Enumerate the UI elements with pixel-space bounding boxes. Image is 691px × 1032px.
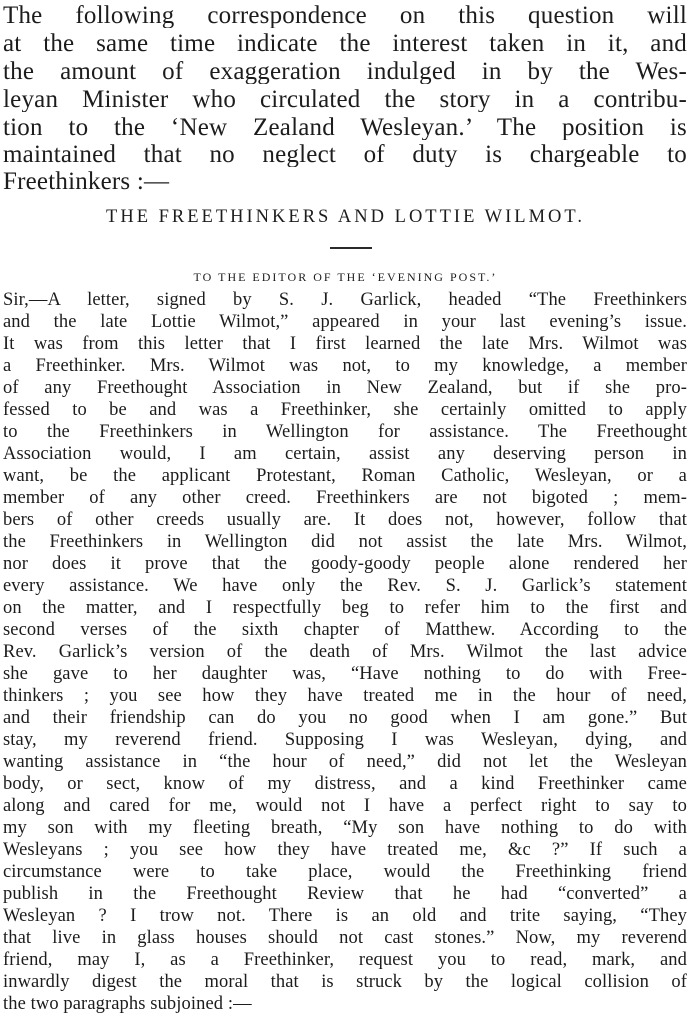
intro-line: the amount of exaggeration indulged in by the Wes- [3,59,687,84]
letter-line: second verses of the sixth chapter of Matthew. According to the [3,621,687,640]
intro-line: maintained that no neglect of duty is chargeable to [3,142,687,167]
letter-line: member of any other creed. Freethinkers are not bigoted ; mem- [3,489,687,508]
letter-line: Rev. Garlick’s version of the death of Mrs. Wilmot the last advice [3,643,687,662]
letter-line: fessed to be and was a Freethinker, she certainly omitted to apply [3,401,687,420]
letter-line: she gave to her daughter was, “Have nothing to do with Free- [3,665,687,684]
letter-line: friend, may I, as a Freethinker, request you to read, mark, and [3,951,687,970]
letter-line: the Freethinkers in Wellington did not assist the late Mrs. Wilmot, [3,533,687,552]
letter-line: my son with my fleeting breath, “My son have nothing to do with [3,819,687,838]
letter-line: to the Freethinkers in Wellington for assistance. The Freethought [3,423,687,442]
letter-line: and the late Lottie Wilmot,” appeared in your last evening’s issue. [3,313,687,332]
section-rule [330,247,372,249]
letter-line: wanting assistance in “the hour of need,” did not let the Wesleyan [3,753,687,772]
letter-line: every assistance. We have only the Rev. S. J. Garlick’s statement [3,577,687,596]
letter-line: thinkers ; you see how they have treated me in the hour of need, [3,687,687,706]
letter-line: Wesleyans ; you see how they have treated me, &c ?” If such a [3,841,687,860]
letter-line: circumstance were to take place, would the Freethinking friend [3,863,687,882]
letter-line: Wesleyan ? I trow not. There is an old and trite saying, “They [3,907,687,926]
letter-line: and their friendship can do you no good when I am gone.” But [3,709,687,728]
intro-line: tion to the ‘New Zealand Wesleyan.’ The position is [3,115,687,140]
letter-line: bers of other creeds usually are. It does not, however, follow that [3,511,687,530]
letter-line: stay, my reverend friend. Supposing I was Wesleyan, dying, and [3,731,687,750]
letter-line: publish in the Freethought Review that he had “converted” a [3,885,687,904]
intro-line: The following correspondence on this question will [3,3,687,28]
letter-line: want, be the applicant Protestant, Roman Catholic, Wesleyan, or a [3,467,687,486]
letter-line: that live in glass houses should not cast stones.” Now, my reverend [3,929,687,948]
letter-line: the two paragraphs subjoined :— [3,995,252,1014]
intro-line: Freethinkers :— [3,169,170,194]
intro-line: at the same time indicate the interest taken in it, and [3,31,687,56]
letter-line: body, or sect, know of my distress, and a kind Freethinker came [3,775,687,794]
article-heading: THE FREETHINKERS AND LOTTIE WILMOT. [106,207,585,227]
letter-line: Association would, I am certain, assist any deserving person in [3,445,687,464]
letter-line: along and cared for me, would not I have a perfect right to say to [3,797,687,816]
letter-subheading: TO THE EDITOR OF THE ‘EVENING POST.’ [193,270,498,284]
letter-line: inwardly digest the moral that is struck by the logical collision of [3,973,687,992]
letter-line: nor does it prove that the goody-goody people alone rendered her [3,555,687,574]
intro-line: leyan Minister who circulated the story in a contribu- [3,87,687,112]
letter-line: on the matter, and I respectfully beg to refer him to the first and [3,599,687,618]
letter-line: a Freethinker. Mrs. Wilmot was not, to my knowledge, a member [3,357,687,376]
letter-line: of any Freethought Association in New Zealand, but if she pro- [3,379,687,398]
letter-line: It was from this letter that I first learned the late Mrs. Wilmot was [3,335,687,354]
letter-line: Sir,—A letter, signed by S. J. Garlick, headed “The Freethinkers [3,291,687,310]
